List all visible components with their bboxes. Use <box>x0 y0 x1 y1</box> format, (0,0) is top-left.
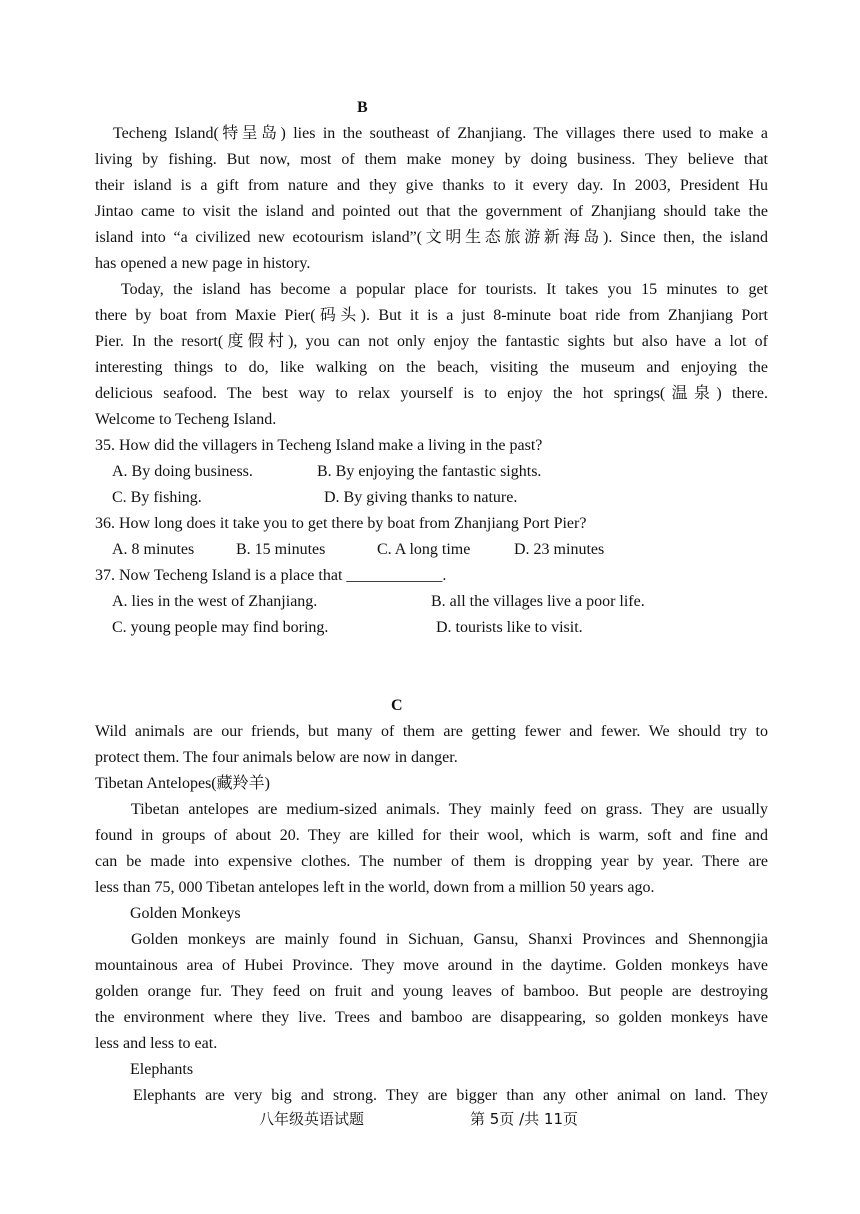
animal-paragraph-line: mountainous area of Hubei Province. They move around in the daytime. Golden monkeys have <box>95 957 768 974</box>
intro-c-line: Wild animals are our friends, but many of them are getting fewer and fewer. We should try to <box>95 723 768 740</box>
question-37-option-b: B. all the villages live a poor life. <box>431 593 645 610</box>
question-37-stem: 37. Now Techeng Island is a place that ____________. <box>95 567 447 584</box>
paragraph-b1-line: Techeng Island(特呈岛) lies in the southeast of Zhanjiang. The villages there used to make a <box>113 125 768 142</box>
animal-paragraph-line: less than 75, 000 Tibetan antelopes left in the world, down from a million 50 years ago. <box>95 879 655 896</box>
question-37-option-a: A. lies in the west of Zhanjiang. <box>112 593 318 610</box>
question-35-option-a: A. By doing business. <box>112 463 253 480</box>
question-36-option-c: C. A long time <box>377 541 471 558</box>
intro-c-line: protect them. The four animals below are now in danger. <box>95 749 458 766</box>
question-35-stem: 35. How did the villagers in Techeng Island make a living in the past? <box>95 437 543 454</box>
question-35-option-d: D. By giving thanks to nature. <box>324 489 518 506</box>
question-36-stem: 36. How long does it take you to get there by boat from Zhanjiang Port Pier? <box>95 515 587 532</box>
question-36-option-a: A. 8 minutes <box>112 541 195 558</box>
question-37-option-d: D. tourists like to visit. <box>436 619 583 636</box>
animal-paragraph-line: Golden monkeys are mainly found in Sichuan, Gansu, Shanxi Provinces and Shennongjia <box>131 931 768 948</box>
paragraph-b1-line: their island is a gift from nature and they give thanks to it every day. In 2003, President Hu <box>95 177 768 194</box>
paragraph-b2-line: there by boat from Maxie Pier(码头). But it is a just 8-minute boat ride from Zhanjiang Port <box>95 307 768 324</box>
question-35-option-b: B. By enjoying the fantastic sights. <box>317 463 542 480</box>
animal-paragraph-line: the environment where they live. Trees and bamboo are disappearing, so golden monkeys have <box>95 1009 768 1026</box>
animal-paragraph-line: found in groups of about 20. They are killed for their wool, which is warm, soft and fine and <box>95 827 768 844</box>
paragraph-b2-line: Pier. In the resort(度假村), you can not only enjoy the fantastic sights but also have a lot of <box>95 333 768 350</box>
animal-paragraph-line: less and less to eat. <box>95 1035 218 1052</box>
question-36-option-d: D. 23 minutes <box>514 541 605 558</box>
animal-paragraph-line: Tibetan antelopes are medium-sized animals. They mainly feed on grass. They are usually <box>131 801 768 818</box>
animal-paragraph-line: Elephants are very big and strong. They are bigger than any other animal on land. They <box>133 1087 768 1104</box>
animal-heading-elephants: Elephants <box>130 1061 194 1078</box>
paragraph-b2-line: Welcome to Techeng Island. <box>95 411 277 428</box>
question-37-option-c: C. young people may find boring. <box>112 619 329 636</box>
animal-heading-tibetan-antelopes: Tibetan Antelopes(藏羚羊) <box>95 775 270 792</box>
section-b-heading: B <box>357 99 368 116</box>
question-36-option-b: B. 15 minutes <box>236 541 326 558</box>
paragraph-b1-line: Jintao came to visit the island and pointed out that the government of Zhanjiang should take the <box>95 203 768 220</box>
paragraph-b1-line: living by fishing. But now, most of them make money by doing business. They believe that <box>95 151 768 168</box>
footer-page-number: 第 5页 /共 11页 <box>470 1110 578 1128</box>
animal-paragraph-line: can be made into expensive clothes. The number of them is dropping year by year. There are <box>95 853 768 870</box>
animal-paragraph-line: golden orange fur. They feed on fruit and young leaves of bamboo. But people are destroying <box>95 983 768 1000</box>
animal-heading-golden-monkeys: Golden Monkeys <box>130 905 241 922</box>
paragraph-b2-line: delicious seafood. The best way to relax yourself is to enjoy the hot springs(温泉) there. <box>95 385 768 402</box>
paragraph-b1-line: has opened a new page in history. <box>95 255 311 272</box>
paragraph-b1-line: island into “a civilized new ecotourism island”(文明生态旅游新海岛). Since then, the island <box>95 229 768 246</box>
footer-title: 八年级英语试题 <box>259 1110 365 1128</box>
paragraph-b2-line: Today, the island has become a popular place for tourists. It takes you 15 minutes to get <box>121 281 768 298</box>
section-c-heading: C <box>391 697 403 714</box>
question-35-option-c: C. By fishing. <box>112 489 202 506</box>
paragraph-b2-line: interesting things to do, like walking on the beach, visiting the museum and enjoying the <box>95 359 768 376</box>
